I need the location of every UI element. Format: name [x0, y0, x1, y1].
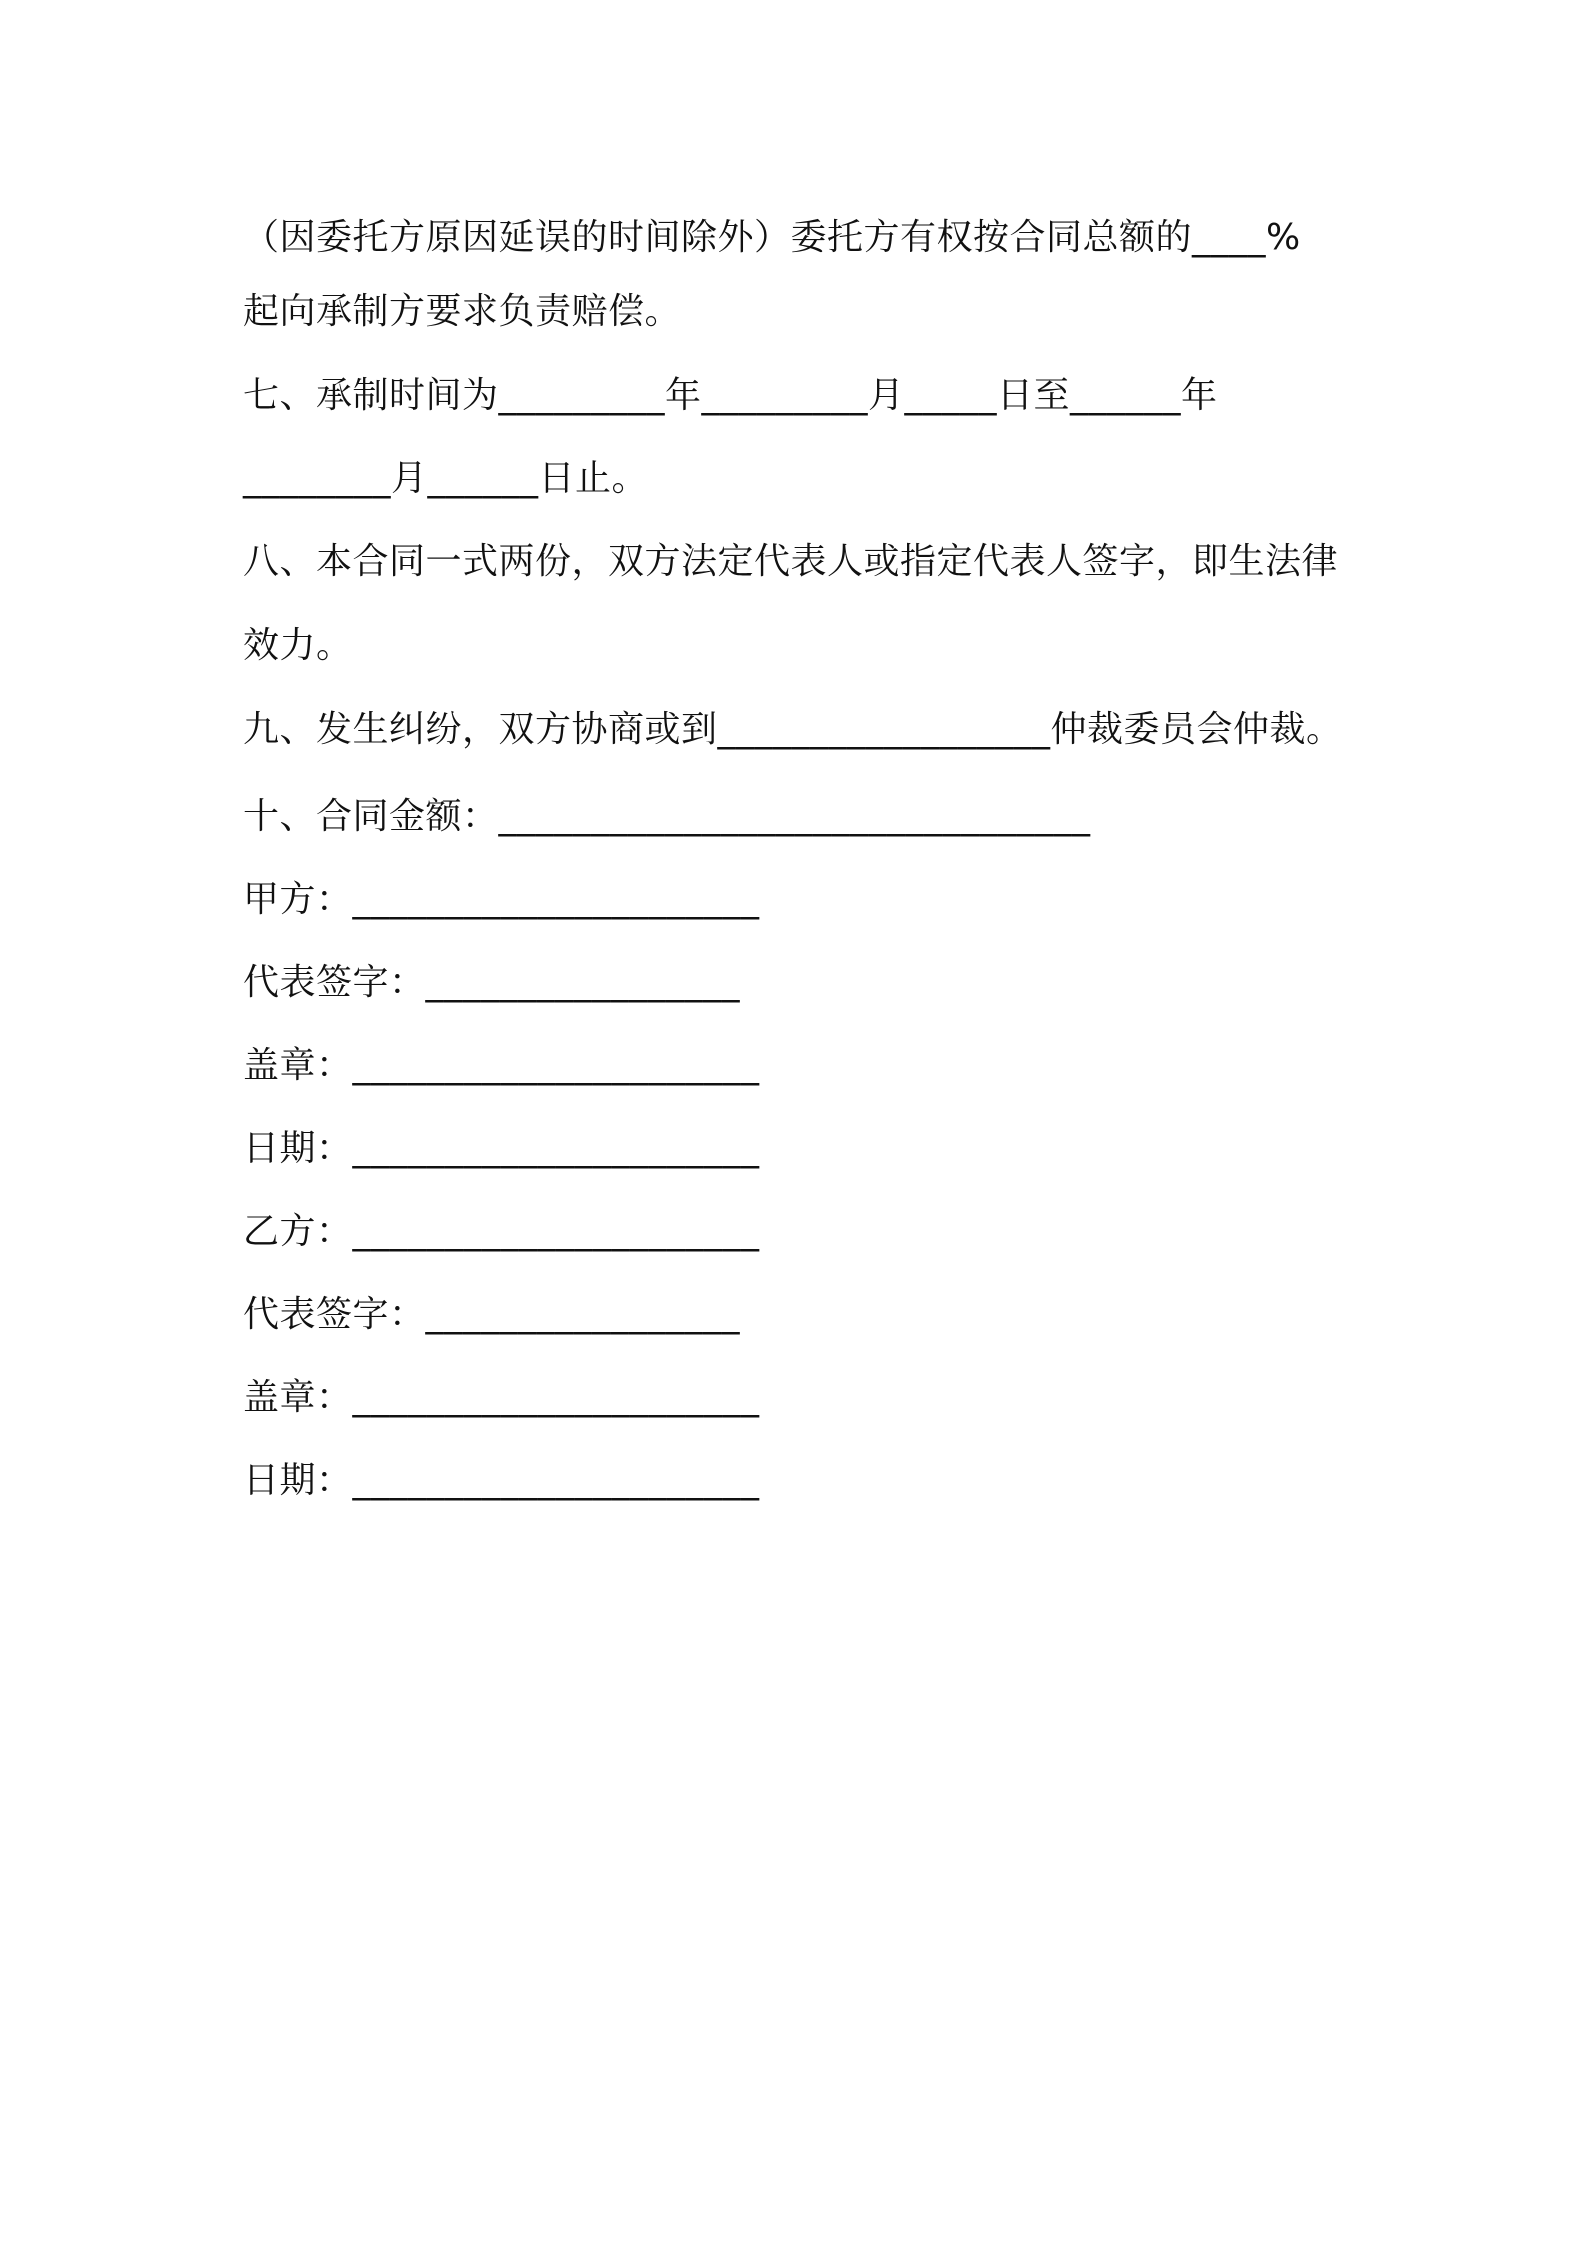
clause-7-text-line-2: ________月______日止。: [243, 458, 649, 499]
party-a-representative-signature: 代表签字：_________________: [243, 962, 741, 1003]
clause-8-text-line-1: 八、本合同一式两份，双方法定代表人或指定代表人签字，即生法律: [243, 541, 1339, 582]
party-a-label: 甲方：______________________: [243, 879, 760, 920]
party-b-label: 乙方：______________________: [243, 1211, 760, 1252]
clause-6-text-line-2: 起向承制方要求负责赔偿。: [243, 291, 682, 332]
party-a-seal: 盖章：______________________: [243, 1045, 760, 1086]
party-b-seal: 盖章：______________________: [243, 1377, 760, 1418]
clause-9-text: 九、发生纠纷，双方协商或到__________________仲裁委员会仲裁。: [243, 709, 1343, 750]
clause-8-text-line-2: 效力。: [243, 625, 353, 666]
party-b-date: 日期：______________________: [243, 1460, 760, 1501]
clause-7-text-line-1: 七、承制时间为_________年_________月_____日至______年: [243, 375, 1218, 416]
party-a-date: 日期：______________________: [243, 1128, 760, 1169]
clause-6-text-line-1: （因委托方原因延误的时间除外）委托方有权按合同总额的____%: [243, 217, 1301, 258]
party-b-representative-signature: 代表签字：_________________: [243, 1294, 741, 1335]
clause-10-contract-amount: 十、合同金额：________________________________: [243, 796, 1091, 837]
